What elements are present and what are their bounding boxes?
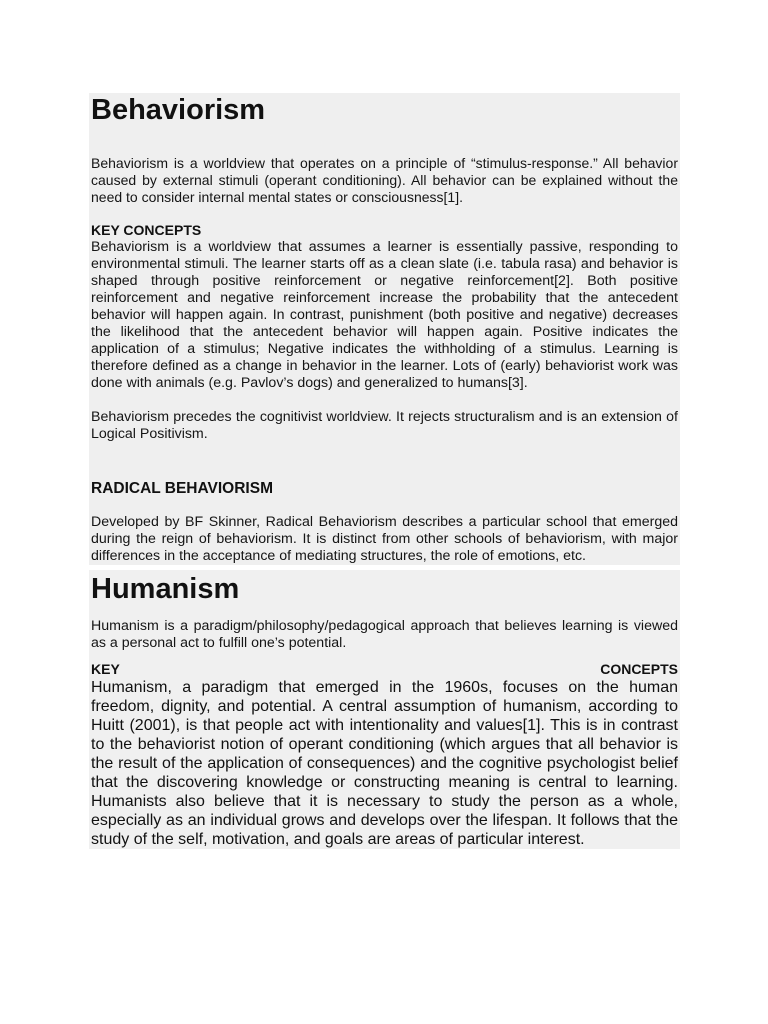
radical-behaviorism-text: Developed by BF Skinner, Radical Behaviorism describes a particular school that emerged during the reign of behaviorism. It is distinct from other schools of behaviorism, with major differences in the acceptance of mediating structures, the role of emotions, etc. [91,514,678,564]
key-concepts-row [91,661,678,678]
behaviorism-section [89,93,680,565]
key-concepts-heading: KEY CONCEPTS [91,222,202,238]
humanism-section [89,570,680,849]
behaviorism-intro: Behaviorism is a worldview that operates on a principle of “stimulus-response.” All behavior caused by external stimuli (operant conditioning). All behavior can be explained without the need to consider internal mental states or consciousness[1]. [91,155,678,205]
behaviorism-precedes-text: Behaviorism precedes the cognitivist worldview. It rejects structuralism and is an extension of Logical Positivism. [91,409,678,442]
key-word: KEY [91,661,120,677]
humanism-title: Humanism [91,573,240,605]
concepts-word: CONCEPTS [600,661,678,677]
radical-behaviorism-heading: RADICAL BEHAVIORISM [91,480,273,497]
key-concepts-text: Behaviorism is a worldview that assumes a learner is essentially passive, responding to environmental stimuli. The learner starts off as a clean slate (i.e. tabula rasa) and behavior is shaped through positive reinforcement or negative reinforcement[2]. Both positive reinforcement and negative reinforcement increase the probability that the antecedent behavior will happen again. In contrast, punishment (both positive and negative) decreases the likelihood that the antecedent behavior will happen again. Positive indicates the application of a stimulus; Negative indicates the withholding of a stimulus. Learning is therefore defined as a change in behavior in the learner. Lots of (early) behaviorist work was done with animals (e.g. Pavlov’s dogs) and generalized to humans[3]. [91,239,678,391]
document-page [89,93,680,849]
humanism-intro: Humanism is a paradigm/philosophy/pedagogical approach that believes learning is viewed as a personal act to fulfill one’s potential. [91,618,678,651]
humanism-body: Humanism, a paradigm that emerged in the 1960s, focuses on the human freedom, dignity, and potential. A central assumption of humanism, according to Huitt (2001), is that people act with intentionality and values[1]. This is in contrast to the behaviorist notion of operant conditioning (which argues that all behavior is the result of the application of consequences) and the cognitive psychologist belief that the discovering knowledge or constructing meaning is central to learning. Humanists also believe that it is necessary to study the person as a whole, especially as an individual grows and develops over the lifespan. It follows that the study of the self, motivation, and goals are areas of particular interest. [91,679,678,848]
behaviorism-title: Behaviorism [91,94,266,126]
